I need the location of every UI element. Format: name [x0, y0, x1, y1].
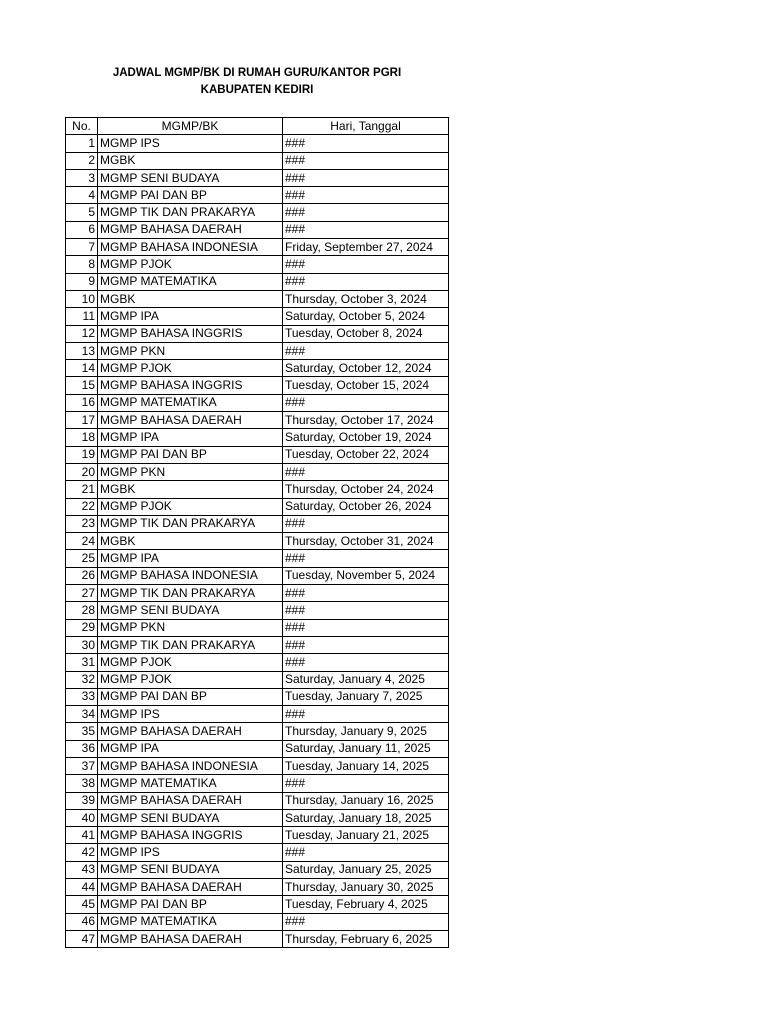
row-number-cell: 12 — [66, 325, 98, 342]
table-row — [66, 757, 449, 774]
meeting-date-cell: ### — [283, 585, 449, 602]
row-number-cell: 35 — [66, 723, 98, 740]
row-number-cell: 31 — [66, 654, 98, 671]
row-number-cell: 33 — [66, 688, 98, 705]
table-row — [66, 239, 449, 256]
table-row — [66, 550, 449, 567]
meeting-date-cell: Saturday, January 11, 2025 — [283, 740, 449, 757]
row-number-cell: 9 — [66, 273, 98, 290]
meeting-date-cell: Tuesday, February 4, 2025 — [283, 896, 449, 913]
group-name-cell: MGMP PAI DAN BP — [98, 688, 283, 705]
meeting-date-cell: ### — [283, 913, 449, 930]
group-name-cell: MGMP BAHASA INDONESIA — [98, 567, 283, 584]
row-number-cell: 41 — [66, 827, 98, 844]
row-number-cell: 47 — [66, 930, 98, 947]
group-name-cell: MGMP BAHASA INDONESIA — [98, 239, 283, 256]
row-number-cell: 23 — [66, 515, 98, 532]
row-number-cell: 6 — [66, 221, 98, 238]
table-row — [66, 896, 449, 913]
row-number-cell: 37 — [66, 757, 98, 774]
group-name-cell: MGMP SENI BUDAYA — [98, 169, 283, 186]
group-name-cell: MGMP PJOK — [98, 654, 283, 671]
table-row — [66, 446, 449, 463]
group-name-cell: MGMP IPS — [98, 135, 283, 152]
meeting-date-cell: Saturday, October 5, 2024 — [283, 308, 449, 325]
row-number-cell: 11 — [66, 308, 98, 325]
table-body — [66, 135, 449, 948]
table-row — [66, 533, 449, 550]
table-row — [66, 325, 449, 342]
table-row — [66, 290, 449, 307]
table-row — [66, 256, 449, 273]
meeting-date-cell: Tuesday, November 5, 2024 — [283, 567, 449, 584]
table-row — [66, 792, 449, 809]
row-number-cell: 30 — [66, 636, 98, 653]
group-name-cell: MGBK — [98, 290, 283, 307]
group-name-cell: MGMP PAI DAN BP — [98, 187, 283, 204]
row-number-cell: 29 — [66, 619, 98, 636]
group-name-cell: MGMP MATEMATIKA — [98, 394, 283, 411]
group-name-cell: MGMP PKN — [98, 463, 283, 480]
row-number-cell: 2 — [66, 152, 98, 169]
row-number-cell: 20 — [66, 463, 98, 480]
schedule-table — [65, 117, 449, 948]
meeting-date-cell: Saturday, October 19, 2024 — [283, 429, 449, 446]
row-number-cell: 18 — [66, 429, 98, 446]
group-name-cell: MGMP PJOK — [98, 360, 283, 377]
table-row — [66, 585, 449, 602]
group-name-cell: MGMP IPA — [98, 429, 283, 446]
column-header-name: MGMP/BK — [98, 118, 283, 135]
row-number-cell: 40 — [66, 809, 98, 826]
table-row — [66, 429, 449, 446]
group-name-cell: MGMP SENI BUDAYA — [98, 861, 283, 878]
table-row — [66, 671, 449, 688]
meeting-date-cell: ### — [283, 187, 449, 204]
table-row — [66, 481, 449, 498]
table-row — [66, 619, 449, 636]
meeting-date-cell: ### — [283, 342, 449, 359]
meeting-date-cell: ### — [283, 706, 449, 723]
row-number-cell: 16 — [66, 394, 98, 411]
group-name-cell: MGMP MATEMATIKA — [98, 913, 283, 930]
meeting-date-cell: Tuesday, October 15, 2024 — [283, 377, 449, 394]
row-number-cell: 8 — [66, 256, 98, 273]
row-number-cell: 45 — [66, 896, 98, 913]
group-name-cell: MGMP BAHASA DAERAH — [98, 930, 283, 947]
table-row — [66, 913, 449, 930]
meeting-date-cell: ### — [283, 515, 449, 532]
table-row — [66, 844, 449, 861]
group-name-cell: MGMP MATEMATIKA — [98, 775, 283, 792]
row-number-cell: 1 — [66, 135, 98, 152]
group-name-cell: MGMP BAHASA INGGRIS — [98, 827, 283, 844]
group-name-cell: MGMP TIK DAN PRAKARYA — [98, 585, 283, 602]
group-name-cell: MGMP BAHASA INDONESIA — [98, 757, 283, 774]
meeting-date-cell: ### — [283, 135, 449, 152]
meeting-date-cell: ### — [283, 636, 449, 653]
row-number-cell: 25 — [66, 550, 98, 567]
table-row — [66, 688, 449, 705]
meeting-date-cell: Saturday, October 26, 2024 — [283, 498, 449, 515]
meeting-date-cell: Thursday, October 31, 2024 — [283, 533, 449, 550]
table-row — [66, 775, 449, 792]
group-name-cell: MGMP PKN — [98, 619, 283, 636]
row-number-cell: 22 — [66, 498, 98, 515]
meeting-date-cell: Thursday, January 16, 2025 — [283, 792, 449, 809]
table-row — [66, 204, 449, 221]
meeting-date-cell: ### — [283, 619, 449, 636]
group-name-cell: MGMP BAHASA INGGRIS — [98, 377, 283, 394]
meeting-date-cell: ### — [283, 169, 449, 186]
row-number-cell: 42 — [66, 844, 98, 861]
row-number-cell: 44 — [66, 879, 98, 896]
column-header-date: Hari, Tanggal — [283, 118, 449, 135]
meeting-date-cell: ### — [283, 204, 449, 221]
table-row — [66, 602, 449, 619]
table-row — [66, 463, 449, 480]
row-number-cell: 21 — [66, 481, 98, 498]
group-name-cell: MGMP BAHASA DAERAH — [98, 412, 283, 429]
group-name-cell: MGMP BAHASA DAERAH — [98, 792, 283, 809]
group-name-cell: MGBK — [98, 152, 283, 169]
row-number-cell: 14 — [66, 360, 98, 377]
group-name-cell: MGMP IPA — [98, 740, 283, 757]
table-row — [66, 706, 449, 723]
table-row — [66, 308, 449, 325]
table-row — [66, 636, 449, 653]
group-name-cell: MGMP PJOK — [98, 498, 283, 515]
table-header-row — [66, 118, 449, 135]
group-name-cell: MGMP TIK DAN PRAKARYA — [98, 636, 283, 653]
table-row — [66, 809, 449, 826]
table-row — [66, 273, 449, 290]
row-number-cell: 7 — [66, 239, 98, 256]
group-name-cell: MGMP PAI DAN BP — [98, 896, 283, 913]
meeting-date-cell: Thursday, October 3, 2024 — [283, 290, 449, 307]
row-number-cell: 10 — [66, 290, 98, 307]
group-name-cell: MGMP PKN — [98, 342, 283, 359]
meeting-date-cell: Tuesday, January 21, 2025 — [283, 827, 449, 844]
document-subtitle: KABUPATEN KEDIRI — [200, 84, 314, 96]
row-number-cell: 3 — [66, 169, 98, 186]
table-row — [66, 152, 449, 169]
meeting-date-cell: ### — [283, 463, 449, 480]
group-name-cell: MGMP SENI BUDAYA — [98, 602, 283, 619]
table-row — [66, 221, 449, 238]
meeting-date-cell: ### — [283, 256, 449, 273]
table-row — [66, 930, 449, 947]
meeting-date-cell: ### — [283, 394, 449, 411]
meeting-date-cell: Thursday, October 17, 2024 — [283, 412, 449, 429]
meeting-date-cell: Friday, September 27, 2024 — [283, 239, 449, 256]
meeting-date-cell: Thursday, October 24, 2024 — [283, 481, 449, 498]
row-number-cell: 19 — [66, 446, 98, 463]
row-number-cell: 27 — [66, 585, 98, 602]
meeting-date-cell: ### — [283, 273, 449, 290]
row-number-cell: 28 — [66, 602, 98, 619]
row-number-cell: 13 — [66, 342, 98, 359]
meeting-date-cell: Saturday, January 25, 2025 — [283, 861, 449, 878]
table-row — [66, 879, 449, 896]
row-number-cell: 38 — [66, 775, 98, 792]
group-name-cell: MGMP PJOK — [98, 256, 283, 273]
group-name-cell: MGMP PJOK — [98, 671, 283, 688]
group-name-cell: MGMP BAHASA DAERAH — [98, 723, 283, 740]
table-row — [66, 394, 449, 411]
column-header-no: No. — [66, 118, 98, 135]
row-number-cell: 4 — [66, 187, 98, 204]
row-number-cell: 34 — [66, 706, 98, 723]
meeting-date-cell: ### — [283, 775, 449, 792]
group-name-cell: MGMP IPS — [98, 706, 283, 723]
table-row — [66, 515, 449, 532]
group-name-cell: MGMP TIK DAN PRAKARYA — [98, 515, 283, 532]
table-row — [66, 342, 449, 359]
group-name-cell: MGMP TIK DAN PRAKARYA — [98, 204, 283, 221]
table-row — [66, 654, 449, 671]
table-row — [66, 498, 449, 515]
document-title: JADWAL MGMP/BK DI RUMAH GURU/KANTOR PGRI — [112, 67, 402, 79]
table-row — [66, 169, 449, 186]
table-row — [66, 567, 449, 584]
meeting-date-cell: Thursday, January 9, 2025 — [283, 723, 449, 740]
group-name-cell: MGMP PAI DAN BP — [98, 446, 283, 463]
row-number-cell: 15 — [66, 377, 98, 394]
table-row — [66, 135, 449, 152]
meeting-date-cell: Saturday, October 12, 2024 — [283, 360, 449, 377]
meeting-date-cell: Tuesday, October 22, 2024 — [283, 446, 449, 463]
group-name-cell: MGMP IPA — [98, 550, 283, 567]
row-number-cell: 17 — [66, 412, 98, 429]
row-number-cell: 32 — [66, 671, 98, 688]
meeting-date-cell: Tuesday, January 14, 2025 — [283, 757, 449, 774]
table-row — [66, 360, 449, 377]
group-name-cell: MGMP IPS — [98, 844, 283, 861]
row-number-cell: 5 — [66, 204, 98, 221]
group-name-cell: MGMP BAHASA DAERAH — [98, 221, 283, 238]
table-row — [66, 827, 449, 844]
meeting-date-cell: Tuesday, January 7, 2025 — [283, 688, 449, 705]
row-number-cell: 46 — [66, 913, 98, 930]
meeting-date-cell: ### — [283, 654, 449, 671]
meeting-date-cell: Thursday, February 6, 2025 — [283, 930, 449, 947]
row-number-cell: 24 — [66, 533, 98, 550]
row-number-cell: 43 — [66, 861, 98, 878]
table-row — [66, 377, 449, 394]
table-row — [66, 412, 449, 429]
group-name-cell: MGMP BAHASA DAERAH — [98, 879, 283, 896]
group-name-cell: MGBK — [98, 533, 283, 550]
meeting-date-cell: ### — [283, 844, 449, 861]
row-number-cell: 39 — [66, 792, 98, 809]
group-name-cell: MGMP IPA — [98, 308, 283, 325]
row-number-cell: 36 — [66, 740, 98, 757]
meeting-date-cell: ### — [283, 550, 449, 567]
table-row — [66, 723, 449, 740]
meeting-date-cell: ### — [283, 602, 449, 619]
group-name-cell: MGMP BAHASA INGGRIS — [98, 325, 283, 342]
meeting-date-cell: Tuesday, October 8, 2024 — [283, 325, 449, 342]
group-name-cell: MGBK — [98, 481, 283, 498]
meeting-date-cell: Thursday, January 30, 2025 — [283, 879, 449, 896]
meeting-date-cell: Saturday, January 18, 2025 — [283, 809, 449, 826]
table-row — [66, 740, 449, 757]
group-name-cell: MGMP SENI BUDAYA — [98, 809, 283, 826]
group-name-cell: MGMP MATEMATIKA — [98, 273, 283, 290]
meeting-date-cell: Saturday, January 4, 2025 — [283, 671, 449, 688]
row-number-cell: 26 — [66, 567, 98, 584]
table-row — [66, 861, 449, 878]
meeting-date-cell: ### — [283, 221, 449, 238]
meeting-date-cell: ### — [283, 152, 449, 169]
table-row — [66, 187, 449, 204]
